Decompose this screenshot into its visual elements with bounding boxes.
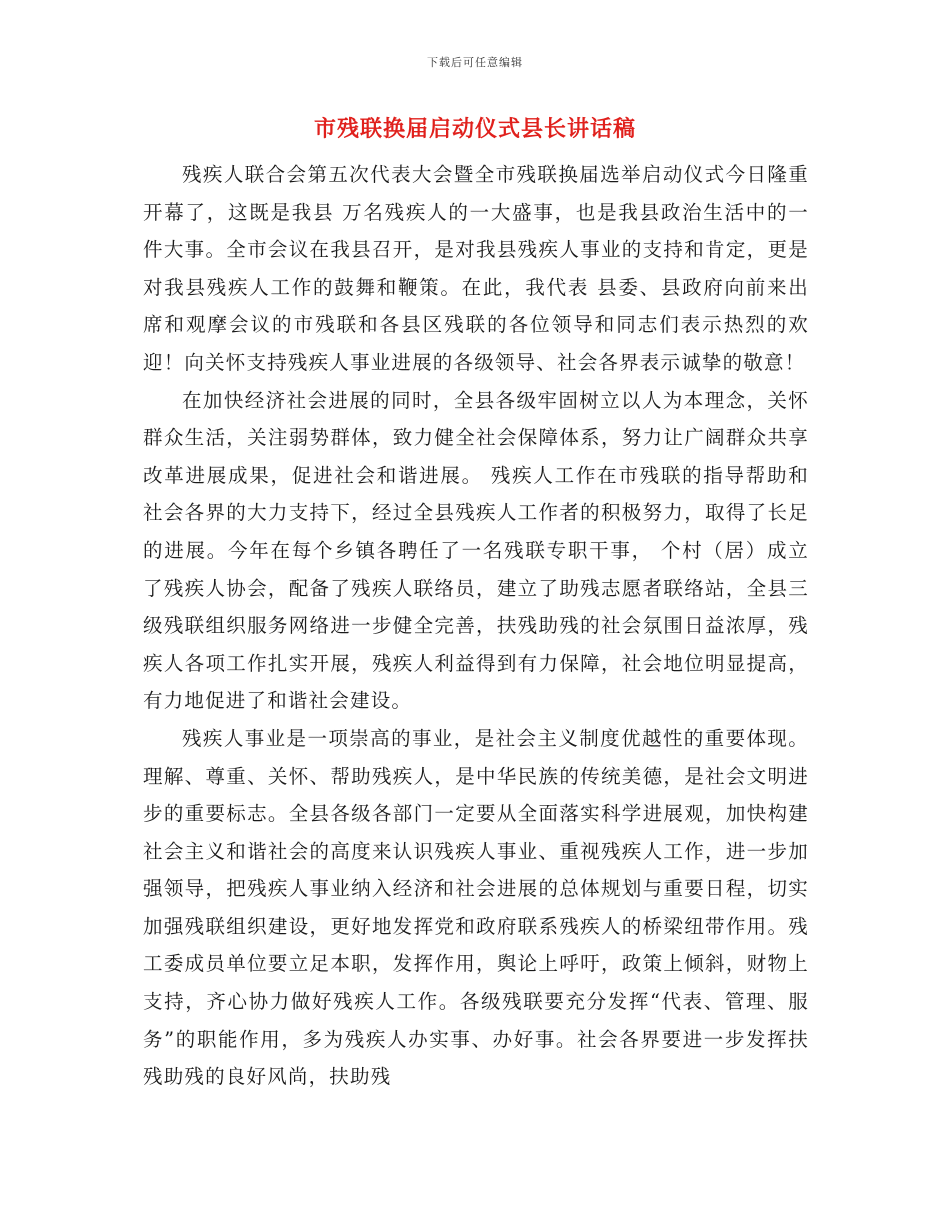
document-body [143, 156, 809, 1096]
paragraph-2: 在加快经济社会进展的同时，全县各级牢固树立以人为本理念，关怀群众生活，关注弱势群体，致力健全社会保障体系，努力让广阔群众共享改革进展成果，促进社会和谐进展。 残疾人工作在市残联的指导帮助和社会各界的大力支持下，经过全县残疾人工作者的积极努力，取得了长足的进展。今年在每个乡镇各聘任了一名残联专职干事， 个村（居）成立了残疾人协会，配备了残疾人联络员，建立了助残志愿者联络站，全县三级残联组织服务网络进一步健全完善，扶残助残的社会氛围日益浓厚，残疾人各项工作扎实开展，残疾人利益得到有力保障，社会地位明显提高，有力地促进了和谐社会建设。 [143, 388, 809, 713]
header-note: 下载后可任意编辑 [427, 56, 523, 69]
document-title: 市残联换届启动仪式县长讲话稿 [313, 116, 636, 142]
paragraph-3: 残疾人事业是一项崇高的事业，是社会主义制度优越性的重要体现。理解、尊重、关怀、帮助残疾人，是中华民族的传统美德，是社会文明进步的重要标志。全县各级各部门一定要从全面落实科学进展观，加快构建社会主义和谐社会的高度来认识残疾人事业、重视残疾人工作，进一步加强领导，把残疾人事业纳入经济和社会进展的总体规划与重要日程，切实加强残联组织建设，更好地发挥党和政府联系残疾人的桥梁纽带作用。残工委成员单位要立足本职，发挥作用，舆论上呼吁，政策上倾斜，财物上支持，齐心协力做好残疾人工作。各级残联要充分发挥“代表、管理、服务”的职能作用，多为残疾人办实事、办好事。社会各界要进一步发挥扶残助残的良好风尚，扶助残 [143, 726, 809, 1089]
paragraph-1: 残疾人联合会第五次代表大会暨全市残联换届选举启动仪式今日隆重开幕了，这既是我县 万名残疾人的一大盛事，也是我县政治生活中的一件大事。全市会议在我县召开，是对我县残疾人事业的支持和肯定，更是对我县残疾人工作的鼓舞和鞭策。在此，我代表 县委、县政府向前来出席和观摩会议的市残联和各县区残联的各位领导和同志们表示热烈的欢迎！向关怀支持残疾人事业进展的各级领导、社会各界表示诚挚的敬意！ [143, 163, 809, 374]
